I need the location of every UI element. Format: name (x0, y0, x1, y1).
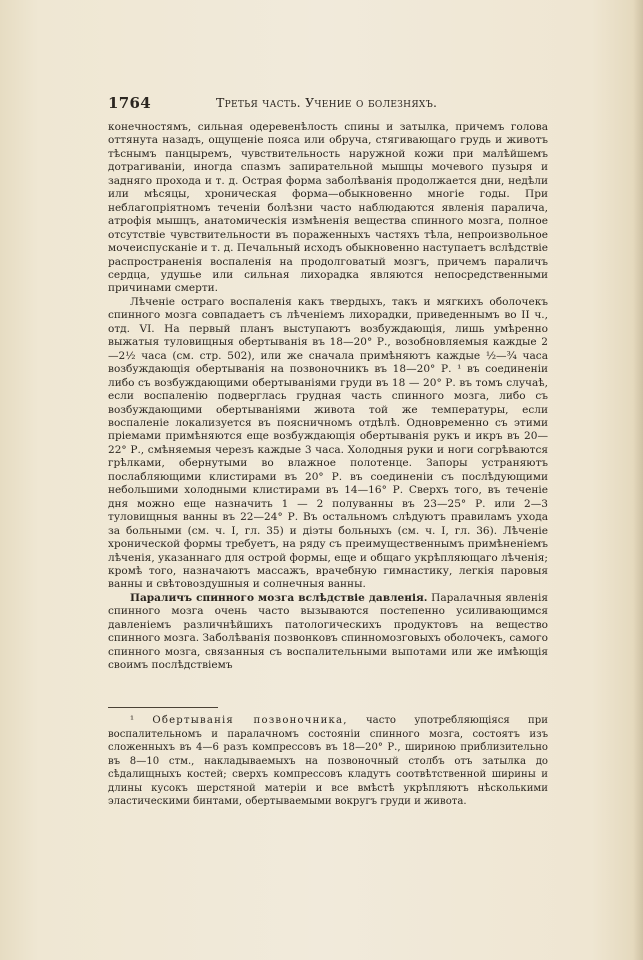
body-text (108, 121, 548, 673)
footnote (108, 714, 548, 809)
section-text: Паралачныя явленія спинного мозга очень часто вызываются постепенно усиливающимся давленіемъ различнѣйшихъ патологическихъ продуктовъ на вещество спинного мозга. Заболѣванія позвонковъ спинномозговыхъ оболочекъ, самого спинного мозга, связанныя съ воспалительными выпотами или же имѣющія своимъ послѣдствіемъ (108, 591, 548, 672)
paragraph: Лѣченіе остраго воспаленія какъ твердыхъ, такъ и мягкихъ оболочекъ спинного мозга совпадаетъ съ лѣченіемъ лихорадки, приведеннымъ во II ч., отд. VI. На первый планъ выступаютъ возбуждающія, лишь умѣренно выжатыя туловищныя обертыванія въ 18—20° Р., возобновляемыя каждые 2—2½ часа (см. стр. 502), или же сначала примѣняютъ каждые ½—¾ часа возбуждающія обертыванія на позвоночникъ въ 18—20° Р. ¹ въ соединеніи либо съ возбуждающими обертываніями груди въ 18 — 20° Р. въ томъ случаѣ, если воспаленію подверглась грудная часть спинного мозга, либо съ возбуждающими обертываніями живота той же температуры, если воспаленіе локализуется въ поясничномъ отдѣлѣ. Одновременно съ этими пріемами примѣняются еще возбуждающія обертыванія рукъ и икръ въ 20—22° Р., смѣняемыя черезъ каждые 3 часа. Холодныя руки и ноги согрѣваются грѣлками, обернутыми во влажное полотенце. Запоры устраняютъ послабляющими клистирами въ 20° Р. въ соединеніи съ послѣдующими небольшими холодными клистирами въ 14—16° Р. Сверхъ того, въ теченіе дня можно еще назначить 1 — 2 полуванны въ 23—25° Р. или 2—3 туловищныя ванны въ 22—24° Р. Въ остальномъ слѣдуютъ правиламъ ухода за больными (см. ч. I, гл. 35) и діэты больныхъ (см. ч. I, гл. 36). Лѣченіе хронической формы требуетъ, на ряду съ преимущественнымъ примѣненіемъ лѣченія, указаннаго для острой формы, еще и общаго укрѣпляющаго лѣченія; кромѣ того, назначаютъ массажъ, врачебную гимнастику, легкія паровыя ванны и свѣтовоздушныя и солнечныя ванны. (108, 295, 548, 591)
footnote-lead: Обертыванія позвоночника, (152, 715, 348, 726)
section-heading: Параличъ спинного мозга вслѣдствіе давленія. (130, 591, 428, 604)
footnote-text: часто употребляющіяся при воспалительномъ и паралачномъ состояніи спинного мозга, состоятъ изъ сложенныхъ въ 4—6 разъ компрессовъ въ 18—20° Р., шириною приблизительно въ 8—10 стм., накладываемыхъ на позвоночный столбъ отъ затылка до сѣдалищныхъ костей; сверхъ компрессовъ кладутъ соотвѣтственной ширины и длины кусокъ шерстяной матеріи и все вмѣстѣ укрѣпляютъ нѣсколькими эластическими бинтами, обертываемыми вокругъ груди и живота. (108, 715, 548, 807)
section-paragraph (108, 592, 548, 673)
page-header (108, 94, 548, 114)
running-head: Третья часть. Учение о болезняхъ. (216, 95, 438, 110)
footnote-marker: ¹ (130, 715, 135, 726)
footnote-paragraph (108, 714, 548, 809)
paragraph: конечностямъ, сильная одеревенѣлость спины и затылка, причемъ голова оттянута назадъ, ощущеніе пояса или обруча, стягивающаго грудь и животъ тѣснымъ панцыремъ, чувствительность наружной кожи при малѣйшемъ дотрагиваніи, иногда спазмъ запирательной мышцы мочевого пузыря и задняго прохода и т. д. Острая форма заболѣванія продолжается дни, недѣли или мѣсяцы, хроническая форма—обыкновенно многіе годы. При неблагопріятномъ теченіи болѣзни часто наблюдаются явленія паралича, атрофія мышцъ, анатомическія измѣненія вещества спинного мозга, полное отсутствіе чувствительности въ пораженныхъ частяхъ тѣла, непроизвольное мочеиспусканіе и т. д. Печальный исходъ обыкновенно наступаетъ вслѣдствіе распространенія воспаленія на продолговатый мозгъ, причемъ параличъ сердца, удушье или сильная лихорадка являются непосредственными причинами смерти. (108, 121, 549, 295)
page-number: 1764 (108, 94, 151, 112)
footnote-divider (108, 707, 218, 708)
